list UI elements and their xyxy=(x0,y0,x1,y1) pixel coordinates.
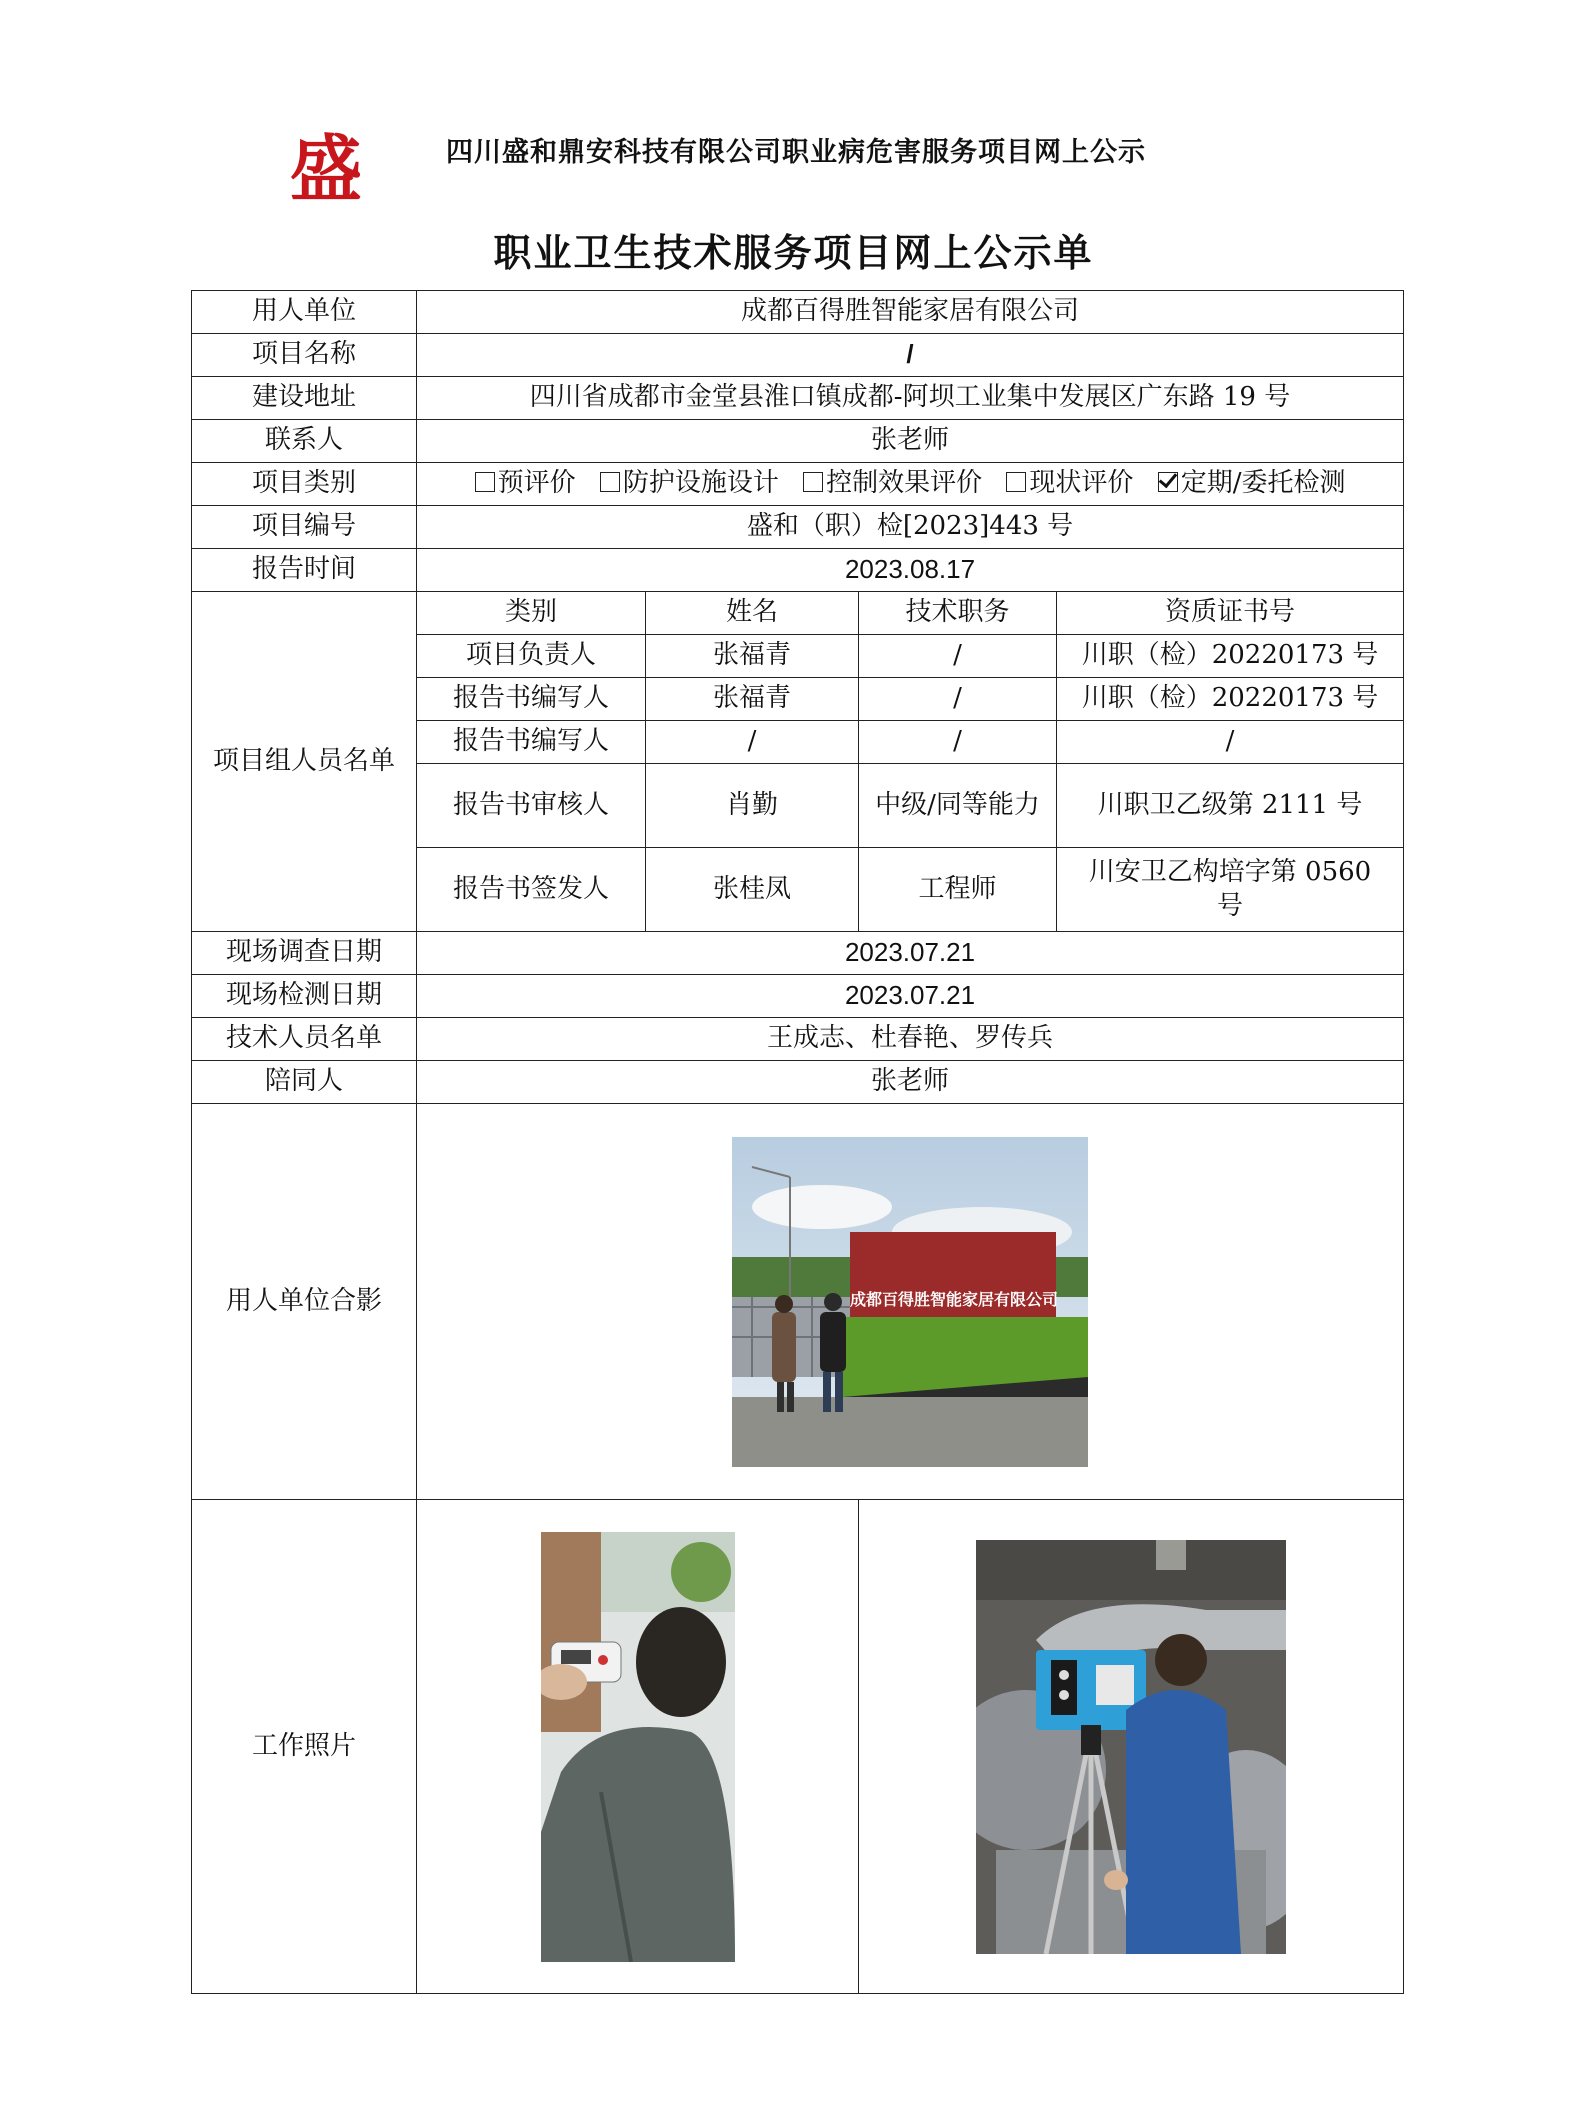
member-title: / xyxy=(859,635,1057,678)
group-photo-image xyxy=(732,1137,1088,1467)
member-role: 报告书编写人 xyxy=(417,678,646,721)
member-name: 张福青 xyxy=(646,678,859,721)
test-date-label: 现场检测日期 xyxy=(192,975,417,1018)
category-option-periodic-test: 定期/委托检测 xyxy=(1158,468,1346,498)
survey-date-value: 2023.07.21 xyxy=(417,932,1404,975)
address-label: 建设地址 xyxy=(192,377,417,420)
category-option-status-eval: 现状评价 xyxy=(1006,468,1133,498)
member-role: 报告书签发人 xyxy=(417,848,646,932)
member-title: / xyxy=(859,721,1057,764)
team-label: 项目组人员名单 xyxy=(192,592,417,932)
work-photo-image-2 xyxy=(976,1540,1286,1954)
checked-checkbox-icon xyxy=(1158,472,1178,492)
project-name-label: 项目名称 xyxy=(192,334,417,377)
member-name: 张桂凤 xyxy=(646,848,859,932)
work-photo-image-1 xyxy=(541,1532,735,1962)
company-header-text: 四川盛和鼎安科技有限公司职业病危害服务项目网上公示 xyxy=(446,137,1146,168)
member-role: 报告书审核人 xyxy=(417,764,646,848)
category-option-protection-design: 防护设施设计 xyxy=(600,468,779,498)
notice-table xyxy=(191,290,1404,1994)
svg-text:成都百得胜智能家居有限公司: 成都百得胜智能家居有限公司 xyxy=(849,1289,1059,1309)
address-value: 四川省成都市金堂县淮口镇成都-阿坝工业集中发展区广东路 19 号 xyxy=(417,377,1404,420)
group-photo-cell xyxy=(417,1104,1404,1500)
project-no-label: 项目编号 xyxy=(192,506,417,549)
member-role: 项目负责人 xyxy=(417,635,646,678)
member-role: 报告书编写人 xyxy=(417,721,646,764)
employer-label: 用人单位 xyxy=(192,291,417,334)
work-photos-label: 工作照片 xyxy=(192,1500,417,1994)
member-title: / xyxy=(859,678,1057,721)
company-logo-icon xyxy=(288,128,364,208)
checkbox-icon xyxy=(475,472,495,492)
report-time-value: 2023.08.17 xyxy=(417,549,1404,592)
member-name: 张福青 xyxy=(646,635,859,678)
work-photo-cell-2 xyxy=(859,1500,1404,1994)
member-certificate: / xyxy=(1057,721,1404,764)
member-title: 工程师 xyxy=(859,848,1057,932)
project-no-value: 盛和（职）检[2023]443 号 xyxy=(417,506,1404,549)
member-certificate: 川职（检）20220173 号 xyxy=(1057,635,1404,678)
category-option-control-eval: 控制效果评价 xyxy=(803,468,982,498)
member-name: 肖勤 xyxy=(646,764,859,848)
team-header-title: 技术职务 xyxy=(859,592,1057,635)
page-title: 职业卫生技术服务项目网上公示单 xyxy=(493,230,1094,275)
team-header-category: 类别 xyxy=(417,592,646,635)
svg-text:盛: 盛 xyxy=(289,128,363,208)
project-name-value: / xyxy=(417,334,1404,377)
category-label: 项目类别 xyxy=(192,463,417,506)
technicians-value: 王成志、杜春艳、罗传兵 xyxy=(417,1018,1404,1061)
contact-label: 联系人 xyxy=(192,420,417,463)
survey-date-label: 现场调查日期 xyxy=(192,932,417,975)
member-certificate: 川安卫乙构培字第 0560 号 xyxy=(1057,848,1404,932)
team-header-name: 姓名 xyxy=(646,592,859,635)
employer-value: 成都百得胜智能家居有限公司 xyxy=(417,291,1404,334)
accompany-value: 张老师 xyxy=(417,1061,1404,1104)
team-header-certificate: 资质证书号 xyxy=(1057,592,1404,635)
group-photo-label: 用人单位合影 xyxy=(192,1104,417,1500)
document-header xyxy=(0,0,1587,230)
member-name: / xyxy=(646,721,859,764)
work-photo-cell-1 xyxy=(417,1500,859,1994)
contact-value: 张老师 xyxy=(417,420,1404,463)
member-certificate: 川职（检）20220173 号 xyxy=(1057,678,1404,721)
checkbox-icon xyxy=(803,472,823,492)
member-title: 中级/同等能力 xyxy=(859,764,1057,848)
checkbox-icon xyxy=(600,472,620,492)
checkbox-icon xyxy=(1006,472,1026,492)
member-certificate: 川职卫乙级第 2111 号 xyxy=(1057,764,1404,848)
test-date-value: 2023.07.21 xyxy=(417,975,1404,1018)
category-options xyxy=(417,463,1404,506)
report-time-label: 报告时间 xyxy=(192,549,417,592)
accompany-label: 陪同人 xyxy=(192,1061,417,1104)
technicians-label: 技术人员名单 xyxy=(192,1018,417,1061)
category-option-pre-eval: 预评价 xyxy=(475,468,576,498)
